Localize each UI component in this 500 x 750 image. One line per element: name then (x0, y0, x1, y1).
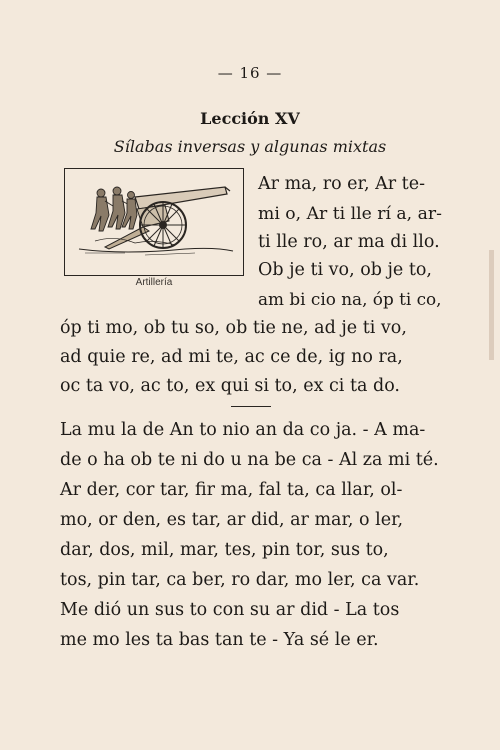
syllable-line: ti lle ro, ar ma di llo. (258, 232, 440, 252)
reading-line: tos, pin tar, ca ber, ro dar, mo ler, ca var. (60, 570, 420, 590)
figure-caption: Artillería (135, 277, 173, 288)
syllable-line: oc ta vo, ac to, ex qui si to, ex ci ta do. (60, 376, 400, 396)
reading-line: me mo les ta bas tan te - Ya sé le er. (60, 630, 379, 650)
reading-line: La mu la de An to nio an da co ja. - A ma- (60, 420, 426, 440)
syllable-line: óp ti mo, ob tu so, ob tie ne, ad je ti vo, (60, 318, 407, 338)
syllable-line: am bi cio na, óp ti co, (258, 289, 442, 309)
artillery-illustration (64, 168, 244, 276)
section-divider (231, 406, 271, 407)
reading-line: Ar der, cor tar, fir ma, fal ta, ca llar, ol- (60, 480, 403, 500)
reading-line: mo, or den, es tar, ar did, ar mar, o ler, (60, 510, 404, 530)
reading-line: dar, dos, mil, mar, tes, pin tor, sus to, (60, 540, 389, 560)
reading-line: de o ha ob te ni do u na be ca - Al za mi té. (60, 450, 439, 470)
lesson-subtitle: Sílabas inversas y algunas mixtas (113, 137, 387, 156)
syllable-line: ad quie re, ad mi te, ac ce de, ig no ra, (60, 347, 403, 367)
syllable-line: mi o, Ar ti lle rí a, ar- (258, 204, 442, 224)
lesson-title: Lección XV (200, 109, 300, 128)
reading-line: Me dió un sus to con su ar did - La tos (60, 600, 400, 620)
page-edge-stain (489, 250, 494, 360)
page-number: — 16 — (217, 64, 283, 82)
cannon-drawing (65, 169, 243, 275)
syllable-line: Ar ma, ro er, Ar te- (258, 174, 425, 194)
syllable-line: Ob je ti vo, ob je to, (258, 260, 432, 280)
